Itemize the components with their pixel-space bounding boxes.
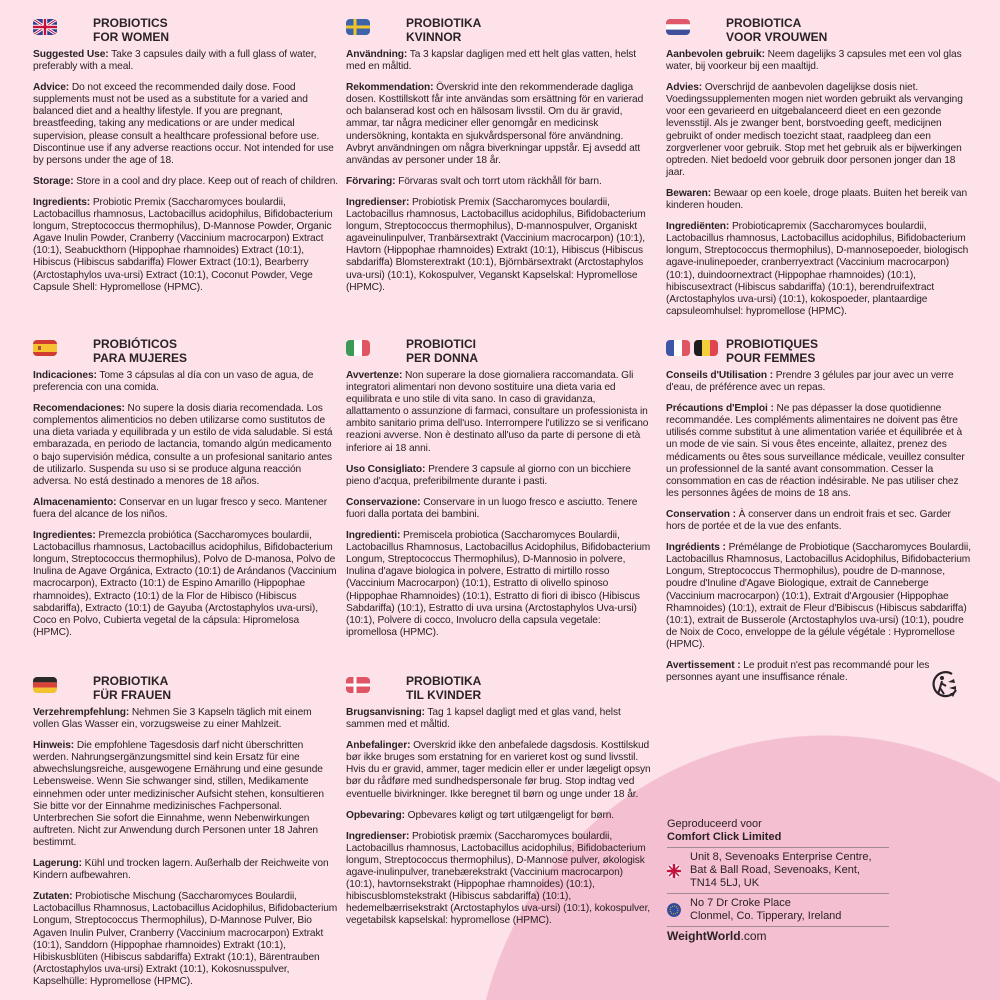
section-label: Ingredients: bbox=[33, 196, 91, 208]
panel-title bbox=[406, 17, 481, 44]
title-line: PROBIOTICI bbox=[406, 337, 477, 351]
section-text: Probiotisk præmix (Saccharomyces boulardii, Lactobacillus rhamnosus, Lactobacillus acidophilus, Bifidobacterium longum, Streptococcus thermophilus), D-Mannose pulver, økologisk agave-inulinpulver, tranebærekstrakt (Vaccinium macrocarpon) (10:1), havtornsekstrakt (Hippophae rhamnoides) (10:1), hibiscusblomstekstrakt (Hibiscus sabdariffa) (10:1), hedemelbærrisekstrakt (Arctostaphylos uva-ursi) (10:1), kokospulver, vegetabilsk kapselskal: hypromellose (HPMC). bbox=[346, 830, 651, 927]
section-text: Opbevares køligt og tørt utilgængeligt for børn. bbox=[404, 809, 615, 821]
title-line: PER DONNA bbox=[406, 350, 479, 365]
section-label: Bewaren: bbox=[666, 187, 712, 199]
section-paragraph bbox=[33, 858, 339, 882]
section-paragraph bbox=[666, 370, 972, 394]
section-paragraph bbox=[33, 891, 339, 988]
section-paragraph bbox=[33, 370, 339, 394]
section-paragraph bbox=[666, 49, 972, 73]
section-text: Kühl und trocken lagern. Außerhalb der Reichweite von Kindern aufbewahren. bbox=[33, 858, 329, 882]
section-label: Brugsanvisning: bbox=[346, 707, 425, 718]
section-label: Aanbevolen gebruik: bbox=[666, 49, 765, 60]
section-text: Probiotic Premix (Saccharomyces boulardii, Lactobacillus rhamnosus, Lactobacillus acidophilus, Bifidobacterium longum, Streptococcus thermophilus), D-Mannose Powder, Organic Agave Inulin Powder, Cranberry (Vaccinium macrocarpon) Extract (10:1), Seabuckthorn (Hippophae rhamnoides) Extract (10:1), Hibiscus (Hibiscus sabdariffa) Flower Extract (10:1), Bearberry (Arctostaphylos uva-ursi) Extract (10:1), Coconut Powder, Vege Capsule Shell: Hypromellose (HPMC). bbox=[33, 196, 333, 293]
panel-title bbox=[406, 338, 478, 365]
title-line: TIL KVINDER bbox=[406, 687, 482, 702]
section-label: Ingredienti: bbox=[346, 530, 401, 542]
section-text: À conserver dans un endroit frais et sec. Garder hors de portée et de la vue des enfants. bbox=[666, 508, 951, 533]
flag-uk-icon bbox=[33, 19, 57, 35]
section-label: Storage: bbox=[33, 175, 74, 187]
section-text: Probioticapremix (Saccharomyces boulardii, Lactobacillus rhamnosus, Lactobacillus acidophilus, Bifidobacterium longum, Streptococcus thermophilus), D-mannosepoeder, biologisch agave-inulinepoeder, cranberryextract (Vaccinium macrocarpon) (10:1), duindoornextract (Hippophae rhamnoides) (10:1), hibiscusextract (Hibiscus sabdariffa) (10:1), berendruifextract (Arctostaphylos uva-ursi) (10:1), kokospoeder, plantaardige capsuleomhulsel: hypromellose (HPMC). bbox=[666, 221, 969, 317]
title-line: PROBIOTIKA bbox=[406, 674, 482, 688]
section-text: Neem dagelijks 3 capsules met een vol glas water, bij voorkeur bij een maaltijd. bbox=[666, 49, 962, 73]
section-label: Opbevaring: bbox=[346, 809, 405, 821]
section-text: Prendere 3 capsule al giorno con un bicchiere pieno d'acqua, preferibilmente durante i pasti. bbox=[346, 463, 631, 487]
title-line: PROBIOTIKA bbox=[93, 674, 169, 688]
section-label: Conservation : bbox=[666, 508, 736, 520]
section-paragraph bbox=[346, 707, 652, 731]
section-paragraph bbox=[666, 82, 972, 179]
section-paragraph bbox=[666, 542, 972, 651]
section-label: Zutaten: bbox=[33, 891, 73, 903]
title-line: VOOR VROUWEN bbox=[726, 29, 828, 44]
section-label: Conseils d'Utilisation : bbox=[666, 370, 774, 381]
section-text: Non superare la dose giornaliera raccomandata. Gli integratori alimentari non devono sostituire una dieta varia ed equilibrata e uno stile di vita sano. In caso di gravidanza, allattamento o assunzione di farmaci, consultare un professionista in ambito sanitario prima dell'uso. Interrompere l'utilizzo se si verificano reazioni avverse. Non è destinato all'uso da parte di persone di età inferiore ai 18 anni. bbox=[346, 370, 649, 454]
website-domain: .com bbox=[740, 929, 767, 943]
section-text: Tag 1 kapsel dagligt med et glas vand, helst sammen med et måltid. bbox=[346, 707, 621, 731]
section-label: Précautions d'Emploi : bbox=[666, 403, 774, 415]
eu-address-line: No 7 Dr Croke Place bbox=[690, 897, 791, 909]
panel-fr bbox=[666, 338, 972, 693]
uk-address-line: TN14 5LJ, UK bbox=[690, 877, 760, 889]
flag-be-icon bbox=[694, 340, 718, 356]
uk-address-line: Bat & Ball Road, Sevenoaks, Kent, bbox=[690, 864, 860, 876]
panel-title bbox=[93, 338, 187, 365]
panel-header bbox=[666, 338, 972, 365]
section-label: Ingrediënten: bbox=[666, 221, 730, 233]
panel-title bbox=[93, 675, 171, 702]
section-paragraph bbox=[33, 530, 339, 639]
flag-es-icon bbox=[33, 340, 57, 356]
panel-it bbox=[346, 338, 652, 648]
company-name: Comfort Click Limited bbox=[667, 831, 782, 843]
panel-title bbox=[93, 17, 169, 44]
section-paragraph bbox=[33, 497, 339, 521]
section-text: Överskrid inte den rekommenderade dagliga dosen. Kosttillskott får inte användas som ersättning för en varierad och balanserad kost och en hälsosam livsstil. Om du är gravid, ammar, tar några mediciner eller genomgår en medicinsk undersökning, kontakta en sjukvårdspersonal före användning. Avbryt användningen om några biverkningar uppstår. Ej avsedd att användas av personer under 18 år. bbox=[346, 82, 644, 166]
panel-en bbox=[33, 17, 339, 303]
section-paragraph bbox=[346, 831, 652, 928]
title-line: POUR FEMMES bbox=[726, 350, 816, 365]
section-text: Nehmen Sie 3 Kapseln täglich mit einem vollen Glas Wasser ein, vorzugsweise zu einer Mahlzeit. bbox=[33, 707, 312, 731]
panel-sv bbox=[346, 17, 652, 303]
section-text: Ne pas dépasser la dose quotidienne recommandée. Les compléments alimentaires ne doivent pas être utilisés comme substitut à une alimentation variée et équilibrée et à un mode de vie sain. Si vous êtes enceinte, allaitez, prenez des médicaments ou êtes sous surveillance médicale, veuillez consulter un professionnel de la santé avant consommation. Cesser la consommation en cas de réaction indésirable. Ne pas utiliser chez les personnes âgées de moins de 18 ans. bbox=[666, 403, 965, 499]
section-text: Premiscela probiotica (Saccharomyces Boulardii, Lactobacillus Rhamnosus, Lactobacillus Acidophilus, Bifidobacterium Longum, Streptococcus Thermophilus), D-Mannosio in polvere, Inulina d'agave biologica in polvere, Estratto di mirtillo rosso (Vaccinium Macrocarpon) (10:1), Estratto di olivello spinoso (Hippophae Rhamnoides) (10:1), Estratto di fiori di ibisco (Hibiscus Sabdariffa) (10:1), Estratto di uva ursina (Arctostaphylos Uva-ursi) (10:1), Polvere di cocco, Involucro della capsula vegetale: ipromellosa (HPMC). bbox=[346, 530, 651, 638]
divider bbox=[667, 893, 889, 894]
manufacturer-address bbox=[667, 818, 889, 943]
website-brand: WeightWorld bbox=[667, 929, 741, 943]
section-paragraph bbox=[33, 740, 339, 849]
flag-se-icon bbox=[346, 19, 370, 35]
flag-fr-icon bbox=[666, 340, 690, 356]
section-text: Overskrid ikke den anbefalede dagsdosis. Kosttilskud bør ikke bruges som erstatning for en varieret kost og sund livsstil. Hvis du er gravid, ammer, tager medicin eller er under lægeligt opsyn bør du rådføre med sundhedspersonale før brug. Stop indtag ved eventuelle bivirkninger. Ikke beregnet til børn og unge under 18 år. bbox=[346, 740, 651, 800]
section-paragraph bbox=[33, 49, 339, 73]
section-label: Anbefalinger: bbox=[346, 740, 411, 752]
flag-it-icon bbox=[346, 340, 370, 356]
section-paragraph bbox=[346, 497, 652, 521]
section-text: Die empfohlene Tagesdosis darf nicht überschritten werden. Nahrungsergänzungsmittel sind kein Ersatz für eine abwechslungsreiche, ausgewogene Ernährung und eine gesunde Lebensweise. Wenn Sie schwanger sind, stillen, Medikamente einnehmen oder unter medizinischer Aufsicht stehen, konsultieren Sie bitte vor der Einnahme medizinisches Fachpersonal. Unterbrechen Sie sofort die Einnahme, wenn Nebenwirkungen auftreten. Nicht zur Anwendung durch Personen unter 18 Jahren bestimmt. bbox=[33, 740, 324, 848]
section-paragraph bbox=[33, 176, 339, 188]
panel-header bbox=[33, 675, 339, 702]
section-label: Conservazione: bbox=[346, 496, 421, 508]
panel-header bbox=[346, 17, 652, 44]
panel-header bbox=[346, 338, 652, 365]
section-text: Förvaras svalt och torrt utom räckhåll för barn. bbox=[395, 175, 602, 187]
section-text: Do not exceed the recommended daily dose. Food supplements must not be used as a substitute for a varied and balanced diet and a healthy lifestyle. If you are pregnant, breastfeeding, taking any medications or are under medical supervision, please consult a healthcare professional before use. Discontinue use if any adverse reactions occur. Not intended for use by persons under the age of 18. bbox=[33, 82, 334, 166]
section-paragraph bbox=[33, 82, 339, 167]
panel-es bbox=[33, 338, 339, 648]
section-paragraph bbox=[33, 197, 339, 294]
section-label: Advies: bbox=[666, 82, 703, 94]
panel-title bbox=[406, 675, 481, 702]
panel-de bbox=[33, 675, 339, 997]
eu-address bbox=[667, 897, 889, 923]
panel-title bbox=[726, 338, 818, 365]
section-paragraph bbox=[666, 509, 972, 533]
section-label: Suggested Use: bbox=[33, 49, 109, 60]
title-line: PROBIOTIQUES bbox=[726, 337, 819, 351]
title-line: PROBIOTICA bbox=[726, 16, 802, 30]
section-paragraph bbox=[33, 707, 339, 731]
section-paragraph bbox=[346, 197, 652, 294]
section-text: Probiotisk Premix (Saccharomyces boulardii, Lactobacillus rhamnosus, Lactobacillus acidophilus, Bifidobacterium longum, Streptococcus thermophilus), D-mannospulver, Organiskt agaveinulinpulver, Tranbärsextrakt (Vaccinium macrocarpon) (10:1), Havtorn (Hippophae rhamnoides) Extrakt (10:1), Hibiscus (Hibiscus sabdariffa) Blomsterextrakt (10:1), Björnbärsextrakt (Arctostaphylos uva-ursi) (10:1), Kokospulver, Veganskt Kapselskal: Hypromellose (HPMC). bbox=[346, 196, 646, 293]
section-text: Prendre 3 gélules par jour avec un verre d'eau, de préférence avec un repas. bbox=[666, 370, 954, 394]
section-text: Tome 3 cápsulas al día con un vaso de agua, de preferencia con una comida. bbox=[33, 370, 314, 394]
section-label: Ingrédients : bbox=[666, 542, 726, 554]
title-line: FOR WOMEN bbox=[93, 29, 169, 44]
section-text: Store in a cool and dry place. Keep out of reach of children. bbox=[73, 175, 339, 187]
section-label: Lagerung: bbox=[33, 858, 82, 870]
panel-da bbox=[346, 675, 652, 937]
section-paragraph bbox=[346, 530, 652, 639]
title-line: PARA MUJERES bbox=[93, 350, 188, 365]
section-paragraph bbox=[666, 188, 972, 212]
title-line: PROBIOTIKA bbox=[406, 16, 482, 30]
section-label: Rekommendation: bbox=[346, 82, 434, 94]
section-text: Le produit n'est pas recommandé pour les personnes ayant une insuffisance rénale. bbox=[666, 659, 930, 684]
section-label: Almacenamiento: bbox=[33, 496, 117, 508]
section-label: Förvaring: bbox=[346, 175, 396, 187]
title-line: PROBIOTICS bbox=[93, 16, 168, 30]
produced-for-label: Geproduceerd voor bbox=[667, 818, 762, 830]
section-text: Premezcla probiótica (Saccharomyces boulardii, Lactobacillus rhamnosus, Lactobacillus acidophilus, Bifidobacterium longum, Streptococcus thermophilus), Polvo de D-manosa, Polvo de Inulina de Agave Orgánica, Extracto (10:1) de Arándanos (Vaccinium macrocarpon), Extracto (10:1) de Espino Amarillo (Hippophae rhamnoides), Extracto (10:1) de la Flor de Hibisco (Hibiscus sabdariffa), Extracto (10:1) de Gayuba (Arctostaphylos uva-ursi), Coco en Polvo, Cubierta vegetal de la cápsula: Hipromelosa (HPMC). bbox=[33, 530, 337, 638]
section-label: Verzehrempfehlung: bbox=[33, 707, 130, 718]
section-text: Probiotische Mischung (Saccharomyces Boulardii, Lactobacillus Rhamnosus, Lactobacillus Acidophilus, Bifidobacterium Longum, Streptococcus Thermophilus), D-Mannose Pulver, Bio Agaven Inulin Pulver, Cranberry (Vaccinium macrocarpon) Extrakt (10:1), Sanddorn (Hippophae rhamnoides) Extrakt (10:1), Hibiskusblüten (Hibiscus sabdariffa) Extrakt (10:1), Bärentrauben (Arctostaphylos uva-ursi) Extrakt (10:1), Kokosnusspulver, Kapselhülle: Hypromellose (HPMC). bbox=[33, 891, 338, 987]
title-line: KVINNOR bbox=[406, 29, 462, 44]
section-paragraph bbox=[346, 82, 652, 167]
section-paragraph bbox=[666, 660, 972, 684]
section-paragraph bbox=[346, 740, 652, 800]
uk-address bbox=[667, 851, 889, 890]
triman-recycling-icon bbox=[930, 668, 962, 700]
section-paragraph bbox=[346, 176, 652, 188]
flag-nl-icon bbox=[666, 19, 690, 35]
section-text: Bewaar op een koele, droge plaats. Buiten het bereik van kinderen houden. bbox=[666, 187, 968, 212]
section-paragraph bbox=[346, 464, 652, 488]
section-paragraph bbox=[33, 403, 339, 488]
section-paragraph bbox=[666, 221, 972, 318]
section-label: Ingredienser: bbox=[346, 830, 410, 842]
title-line: PROBIÓTICOS bbox=[93, 337, 178, 351]
divider bbox=[667, 847, 889, 848]
section-label: Användning: bbox=[346, 49, 408, 60]
title-line: FÜR FRAUEN bbox=[93, 687, 171, 702]
section-label: Ingredienser: bbox=[346, 196, 410, 208]
section-label: Recomendaciones: bbox=[33, 403, 125, 415]
panel-header bbox=[33, 17, 339, 44]
section-text: No supere la dosis diaria recomendada. Los complementos alimenticios no deben utilizarse como sustitutos de una dieta variada y equilibrada y un estilo de vida saludable. Si está embarazada, en periodo de lactancia, tomando algún medicamento o bajo supervisión médica, consulte a un profesional sanitario antes de utilizarlo. Suspenda su uso si se produce alguna reacción adversa. No está destinado a menores de 18 años. bbox=[33, 403, 333, 487]
section-text: Prémélange de Probiotique (Saccharomyces Boulardii, Lactobacillus Rhamnosus, Lactobacillus Acidophilus, Bifidobacterium Longum, Streptococcus Thermophilus), poudre de D-mannose, poudre d'Inuline d'Agave Biologique, extrait de Canneberge (Vaccinium macrocarpon) (10:1), Extrait d'Argousier (Hippophae Rhamnoides) (10:1), extrait de Fleur d'Bibiscus (Hibiscus sabdariffa) (10:1), extrait de Busserole (Arctostaphylos uva-ursi) (10:1), poudre de Noix de Coco, enveloppe de la gélule végétale : Hypromellose (HPMC). bbox=[666, 542, 971, 650]
section-text: Overschrijd de aanbevolen dagelijkse dosis niet. Voedingssupplementen mogen niet worden gebruikt als vervanging voor een gevarieerd en uitgebalanceerd dieet en een gezonde levensstijl. Als je zwanger bent, borstvoeding geeft, medicijnen gebruikt of onder medisch toezicht staat, raadpleeg dan een zorgverlener voor gebruik. Stop met het gebruik als er bijwerkingen optreden. Niet bedoeld voor gebruik door personen jonger dan 18 jaar. bbox=[666, 82, 963, 178]
section-label: Advice: bbox=[33, 82, 70, 94]
flag-dk-icon bbox=[346, 677, 370, 693]
section-text: Conservare in un luogo fresco e asciutto. Tenere fuori dalla portata dei bambini. bbox=[346, 496, 638, 520]
section-label: Ingredientes: bbox=[33, 530, 96, 542]
section-label: Avertissement : bbox=[666, 659, 741, 671]
section-text: Take 3 capsules daily with a full glass of water, preferably with a meal. bbox=[33, 49, 317, 73]
section-label: Indicaciones: bbox=[33, 370, 97, 381]
section-text: Ta 3 kapslar dagligen med ett helt glas vatten, helst med en måltid. bbox=[346, 49, 637, 73]
uk-address-line: Unit 8, Sevenoaks Enterprise Centre, bbox=[690, 851, 872, 863]
website bbox=[667, 930, 889, 943]
section-label: Hinweis: bbox=[33, 740, 75, 752]
uk-flag-icon bbox=[667, 864, 681, 878]
section-paragraph bbox=[346, 370, 652, 455]
eu-flag-icon bbox=[667, 903, 681, 917]
section-label: Uso Consigliato: bbox=[346, 463, 426, 475]
panel-header bbox=[33, 338, 339, 365]
panel-header bbox=[666, 17, 972, 44]
section-label: Avvertenze: bbox=[346, 370, 403, 381]
flag-de-icon bbox=[33, 677, 57, 693]
panel-nl bbox=[666, 17, 972, 327]
section-paragraph bbox=[346, 49, 652, 73]
eu-address-line: Clonmel, Co. Tipperary, Ireland bbox=[690, 910, 842, 922]
section-text: Conservar en un lugar fresco y seco. Mantener fuera del alcance de los niños. bbox=[33, 496, 327, 520]
section-paragraph bbox=[666, 403, 972, 500]
section-paragraph bbox=[346, 810, 652, 822]
panel-header bbox=[346, 675, 652, 702]
divider bbox=[667, 926, 889, 927]
panel-title bbox=[726, 17, 827, 44]
